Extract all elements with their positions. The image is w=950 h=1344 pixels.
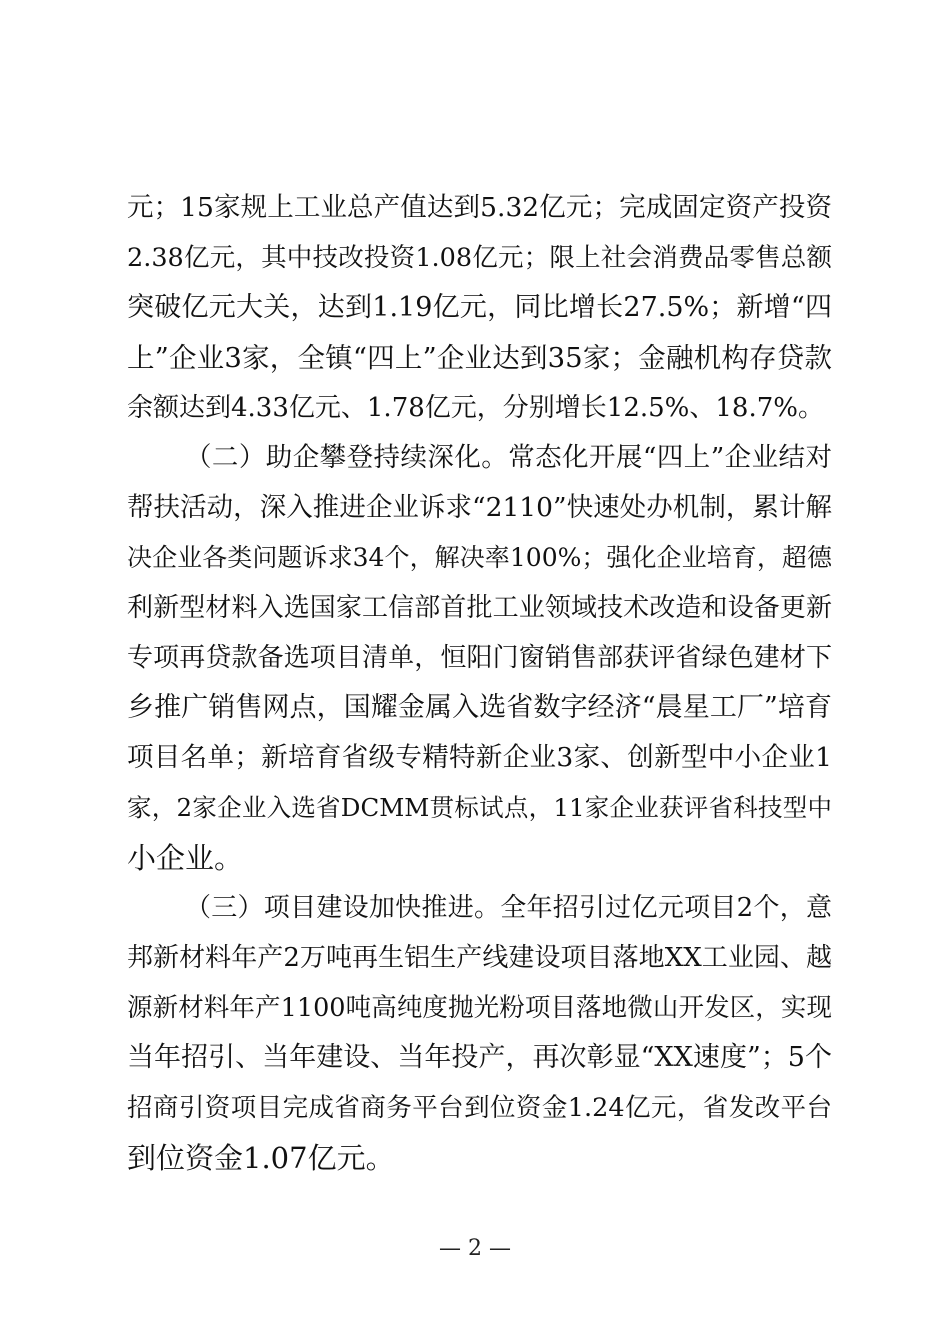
paragraph-line: 当年招引、当年建设、当年投产，再次彰显“XX速度”；5个	[127, 1042, 832, 1073]
paragraph-line: 利新型材料入选国家工信部首批工业领域技术改造和设备更新	[127, 593, 832, 623]
paragraph-line: 到位资金1.07亿元。	[127, 1141, 395, 1175]
paragraph-line: 余额达到4.33亿元、1.78亿元，分别增长12.5%、18.7%。	[127, 393, 824, 423]
paragraph-line: 乡推广销售网点，国耀金属入选省数字经济“晨星工厂”培育	[127, 692, 832, 723]
paragraph-line: 帮扶活动，深入推进企业诉求“2110”快速处办机制，累计解	[127, 492, 832, 523]
paragraph-line: 2.38亿元，其中技改投资1.08亿元；限上社会消费品零售总额	[127, 243, 832, 273]
paragraph-line: 邦新材料年产2万吨再生铝生产线建设项目落地XX工业园、越	[127, 943, 832, 973]
page-number: — 2 —	[439, 1236, 511, 1261]
paragraph-line: 家，2家企业入选省DCMM贯标试点，11家企业获评省科技型中	[127, 793, 832, 822]
paragraph-line: 突破亿元大关，达到1.19亿元，同比增长27.5%；新增“四	[127, 292, 832, 323]
paragraph-line: 小企业。	[127, 841, 244, 875]
paragraph-line: 元；15家规上工业总产值达到5.32亿元；完成固定资产投资	[127, 192, 832, 223]
paragraph-line: 源新材料年产1100吨高纯度抛光粉项目落地微山开发区，实现	[127, 993, 832, 1023]
paragraph-line: （二）助企攀登持续深化。常态化开展“四上”企业结对	[185, 442, 832, 473]
paragraph-line: 上”企业3家，全镇“四上”企业达到35家；金融机构存贷款	[127, 342, 832, 374]
paragraph-line: 决企业各类问题诉求34个，解决率100%；强化企业培育，超德	[127, 543, 832, 572]
paragraph-line: 招商引资项目完成省商务平台到位资金1.24亿元，省发改平台	[127, 1093, 832, 1123]
paragraph-line: （三）项目建设加快推进。全年招引过亿元项目2个，意	[185, 893, 832, 923]
paragraph-line: 专项再贷款备选项目清单，恒阳门窗销售部获评省绿色建材下	[127, 643, 832, 673]
paragraph-line: 项目名单；新培育省级专精特新企业3家、创新型中小企业1	[127, 742, 832, 773]
